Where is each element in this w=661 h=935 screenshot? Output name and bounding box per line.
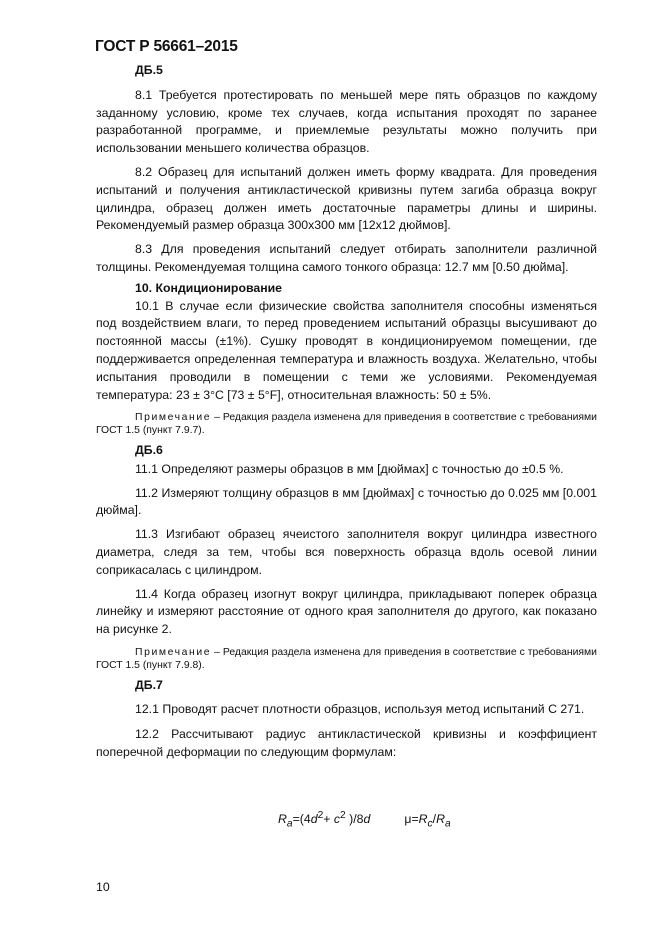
formula-square-1: 2	[317, 810, 324, 821]
paragraph-10-1: 10.1 В случае если физические свойства заполнителя способны изменяться под воздействием влаги, то перед проведением испытаний образцы высушивают до постоянной массы (±1%). Сушку проводят в кондиционируемом помещении, где поддерживается определенная температура и влажность воздуха. Желательно, чтобы испытания проводили в помещении с теми же условиями. Рекомендуемая температура: 23 ± 3°C [73 ± 5°F], относительная влажность: 50 ± 5%.	[96, 298, 597, 402]
page-number: 10	[96, 880, 110, 894]
paragraph-11-3: 11.3 Изгибают образец ячеистого заполнителя вокруг цилиндра известного диаметра, следя за тем, чтобы вся поверхность образца вдоль осевой линии соприкасалась с цилиндром.	[96, 527, 597, 577]
note-1-label: Примечание	[135, 412, 212, 424]
paragraph-11-2: 11.2 Измеряют толщину образцов в мм [дюймах] с точностью до 0.025 мм [0.001 дюйма].	[96, 485, 597, 518]
formula-rc-subscript: c	[427, 818, 433, 830]
paragraph-8-3: 8.3 Для проведения испытаний следует отбирать заполнители различной толщины. Рекомендуемая толщина самого тонкого образца: 12.7 мм [0.50 дюйма].	[96, 242, 597, 274]
note-2-label: Примечание	[135, 646, 212, 658]
paragraph-11-4: 11.4 Когда образец изогнут вокруг цилиндра, прикладывают поперек образца линейку и измеряют расстояние от одного края заполнителя до другого, как показано на рисунке 2.	[96, 586, 597, 637]
section-heading-10: 10. Кондиционирование	[135, 280, 283, 295]
formula-eq-close: )/8	[345, 812, 364, 827]
standard-code-header: ГОСТ Р 56661–2015	[95, 38, 238, 55]
note-1-text: – Редакция раздела изменена для приведения в соответствие с требованиями ГОСТ 1.5 (пункт 7.9.7).	[96, 412, 597, 437]
formula-line	[278, 810, 451, 830]
paragraph-12-2: 12.2 Рассчитывают радиус антикластической кривизны и коэффициент поперечной деформации по следующим формулам:	[96, 727, 597, 759]
note-2	[96, 647, 597, 673]
section-heading-db5: ДБ.5	[135, 63, 163, 77]
paragraph-12-1: 12.1 Проводят расчет плотности образцов, используя метод испытаний С 271.	[135, 702, 585, 717]
formula-eq-open: =(4	[292, 812, 311, 827]
formula-rc-symbol: R	[418, 812, 428, 827]
paragraph-8-2: 8.2 Образец для испытаний должен иметь форму квадрата. Для проведения испытаний и получения антикластической кривизны путем загиба образца вокруг цилиндра, образец должен иметь достаточные параметры длины и ширины. Рекомендуемый размер образца 300х300 мм [12х12 дюймов].	[96, 164, 597, 233]
text-column	[96, 62, 597, 762]
formula-mu: μ=	[404, 812, 419, 827]
formula-c-term: c	[333, 812, 341, 827]
formula-square-2: 2	[340, 810, 346, 821]
formula-plus: +	[323, 812, 334, 827]
note-2-text: – Редакция раздела изменена для приведения в соответствие с требованиями ГОСТ 1.5 (пункт 7.9.8).	[96, 646, 597, 671]
formula-ra-subscript: a	[286, 818, 293, 830]
formula-ra2-subscript: a	[444, 818, 451, 830]
section-heading-db6: ДБ.6	[135, 442, 163, 457]
formula-d-term: d	[310, 812, 318, 827]
paragraph-11-1: 11.1 Определяют размеры образцов в мм [дюймах] с точностью до ±0.5 %.	[135, 461, 564, 476]
formula-ra2-symbol: R	[436, 812, 445, 827]
formula-d-denominator: d	[363, 812, 371, 827]
section-heading-db7: ДБ.7	[135, 677, 163, 692]
formula-ra-symbol: R	[278, 812, 287, 827]
paragraph-8-1: 8.1 Требуется протестировать по меньшей мере пять образцов по каждому заданному условию, кроме тех случаев, когда испытания проходят по заранее разработанной программе, и приемлемые результаты можно получить при использовании меньшего количества образцов.	[96, 87, 597, 156]
note-1	[96, 412, 597, 438]
formula-slash: /	[432, 812, 437, 827]
